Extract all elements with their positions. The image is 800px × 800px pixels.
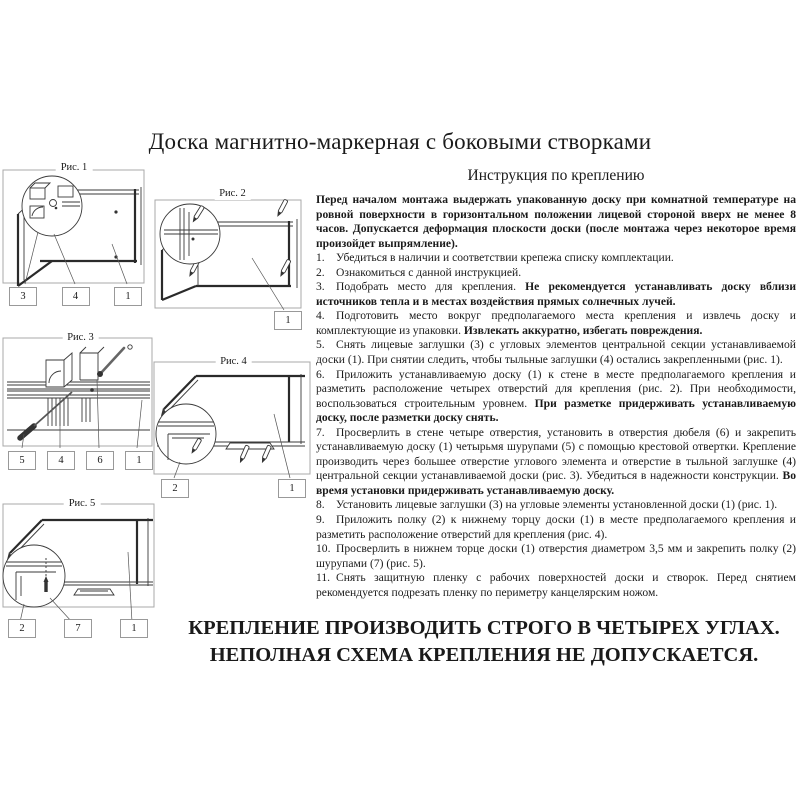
warning-line-2: НЕПОЛНАЯ СХЕМА КРЕПЛЕНИЯ НЕ ДОПУСКАЕТСЯ. — [209, 643, 759, 666]
figure-labels — [2, 287, 146, 306]
instructions-heading: Инструкция по креплению — [467, 167, 645, 184]
dowel-dot — [90, 388, 94, 392]
figure-part-label: 1 — [278, 479, 306, 498]
warning-line-1: КРЕПЛЕНИЕ ПРОИЗВОДИТЬ СТРОГО В ЧЕТЫРЕХ УГЛАХ. — [188, 617, 780, 639]
figure-labels — [152, 311, 313, 330]
instruction-item: 9. Приложить полку (2) к нижнему торцу доски (1) в месте предполагаемого крепления и разметить расположение отверстий для крепления (рис. 4). — [316, 513, 796, 541]
instructions-column — [316, 167, 796, 600]
figure-part-label: 6 — [86, 451, 114, 470]
instruction-list — [316, 251, 796, 600]
figure-labels — [152, 479, 315, 498]
figure-part-label: 1 — [274, 311, 302, 330]
figure-1-drawing — [2, 160, 146, 308]
instruction-item: 7. Просверлить в стене четыре отверстия, установить в отверстия дюбеля (6) и закрепить устанавливаемую доску (1) четырьмя шурупами (5) с помощью крестовой отвертки. Крепление производить через большее отверстие углового элемента и отверстие в тыльной заглушке (4) центральной секции устанавливаемой доски (рис. 3). Убедиться в надежности конструкции. Во время установки придерживать устанавливаемую доску. — [316, 425, 796, 497]
corner-element — [46, 353, 72, 387]
figure-part-label: 7 — [64, 619, 92, 638]
figure-caption: Рис. 1 — [56, 162, 93, 174]
shelf-slot-drawing — [74, 589, 114, 595]
figure-part-label: 2 — [8, 619, 36, 638]
zoom-circle — [160, 204, 220, 264]
pencil-icon — [276, 199, 288, 218]
board-edge-profile — [7, 382, 150, 430]
mount-hole-dot — [114, 210, 117, 213]
figure-2 — [152, 186, 313, 332]
screw-icon — [97, 348, 124, 377]
figure-1 — [2, 160, 146, 308]
figure-4 — [152, 354, 315, 500]
figure-part-label: 3 — [9, 287, 37, 306]
figure-caption: Рис. 3 — [62, 332, 99, 344]
instruction-item: 3. Подобрать место для крепления. Не рекомендуется устанавливать доску вблизи источников тепла и в местах воздействия прямых солнечных лучей. — [316, 280, 796, 308]
instruction-item: 5. Снять лицевые заглушки (3) с угловых элементов центральной секции устанавливаемой доски (1). При снятии следить, чтобы тыльные заглушки (4) остались закрепленными (рис. 1). — [316, 338, 796, 367]
intro-paragraph: Перед началом монтажа выдержать упакованную доску при комнатной температуре на ровной поверхности в горизонтальном положении лицевой стороной вверх не менее 8 часов. Допускается деформация плоскости доски (после монтажа через некоторое время произойдет выпрямление). — [316, 193, 796, 250]
figure-part-label: 1 — [114, 287, 142, 306]
warning-text — [168, 615, 800, 668]
instruction-item: 8. Установить лицевые заглушки (3) на угловые элементы установленной доски (1) (рис. 1). — [316, 498, 778, 512]
figure-5 — [2, 496, 162, 640]
figure-part-label: 1 — [125, 451, 153, 470]
instruction-item: 6. Приложить устанавливаемую доску (1) к стене в месте предполагаемого крепления и разметить расположение четырех отверстий для крепления (рис. 2). При необходимости, воспользоваться строительным уровнем. При разметке придерживать устанавливаемую доску, после разметки доску снять. — [316, 367, 796, 425]
zoom-circle — [156, 404, 216, 464]
instruction-item: 10. Просверлить в нижнем торце доски (1) отверстия диаметром 3,5 мм и закрепить полку (2) шурупами (7) (рис. 5). — [316, 542, 796, 570]
zoom-circle — [3, 545, 65, 607]
figure-part-label: 2 — [161, 479, 189, 498]
figure-labels — [2, 451, 159, 470]
zoom-circle — [22, 176, 82, 236]
instruction-item: 2. Ознакомиться с данной инструкцией. — [316, 265, 522, 279]
figure-3 — [2, 330, 159, 472]
instruction-item: 11. Снять защитную пленку с рабочих поверхностей доски и створок. Перед снятием рекомендуется подрезать пленку по периметру канцелярским ножом. — [316, 571, 796, 599]
instruction-item: 4. Подготовить место вокруг предполагаемого места крепления и извлечь доску и комплектующие из упаковки. Извлекать аккуратно, избегать повреждения. — [316, 309, 796, 337]
figure-part-label: 1 — [120, 619, 148, 638]
figure-caption: Рис. 4 — [215, 356, 252, 368]
figure-part-label: 5 — [8, 451, 36, 470]
figure-caption: Рис. 2 — [214, 188, 251, 200]
figure-caption: Рис. 5 — [64, 498, 101, 510]
figure-part-label: 4 — [62, 287, 90, 306]
figure-part-label: 4 — [47, 451, 75, 470]
figure-labels — [2, 619, 162, 638]
page-title: Доска магнитно-маркерная с боковыми створками — [148, 129, 652, 154]
instruction-item: 1. Убедиться в наличии и соответствии крепежа списку комплектации. — [316, 251, 674, 265]
hole-mark — [128, 345, 132, 349]
